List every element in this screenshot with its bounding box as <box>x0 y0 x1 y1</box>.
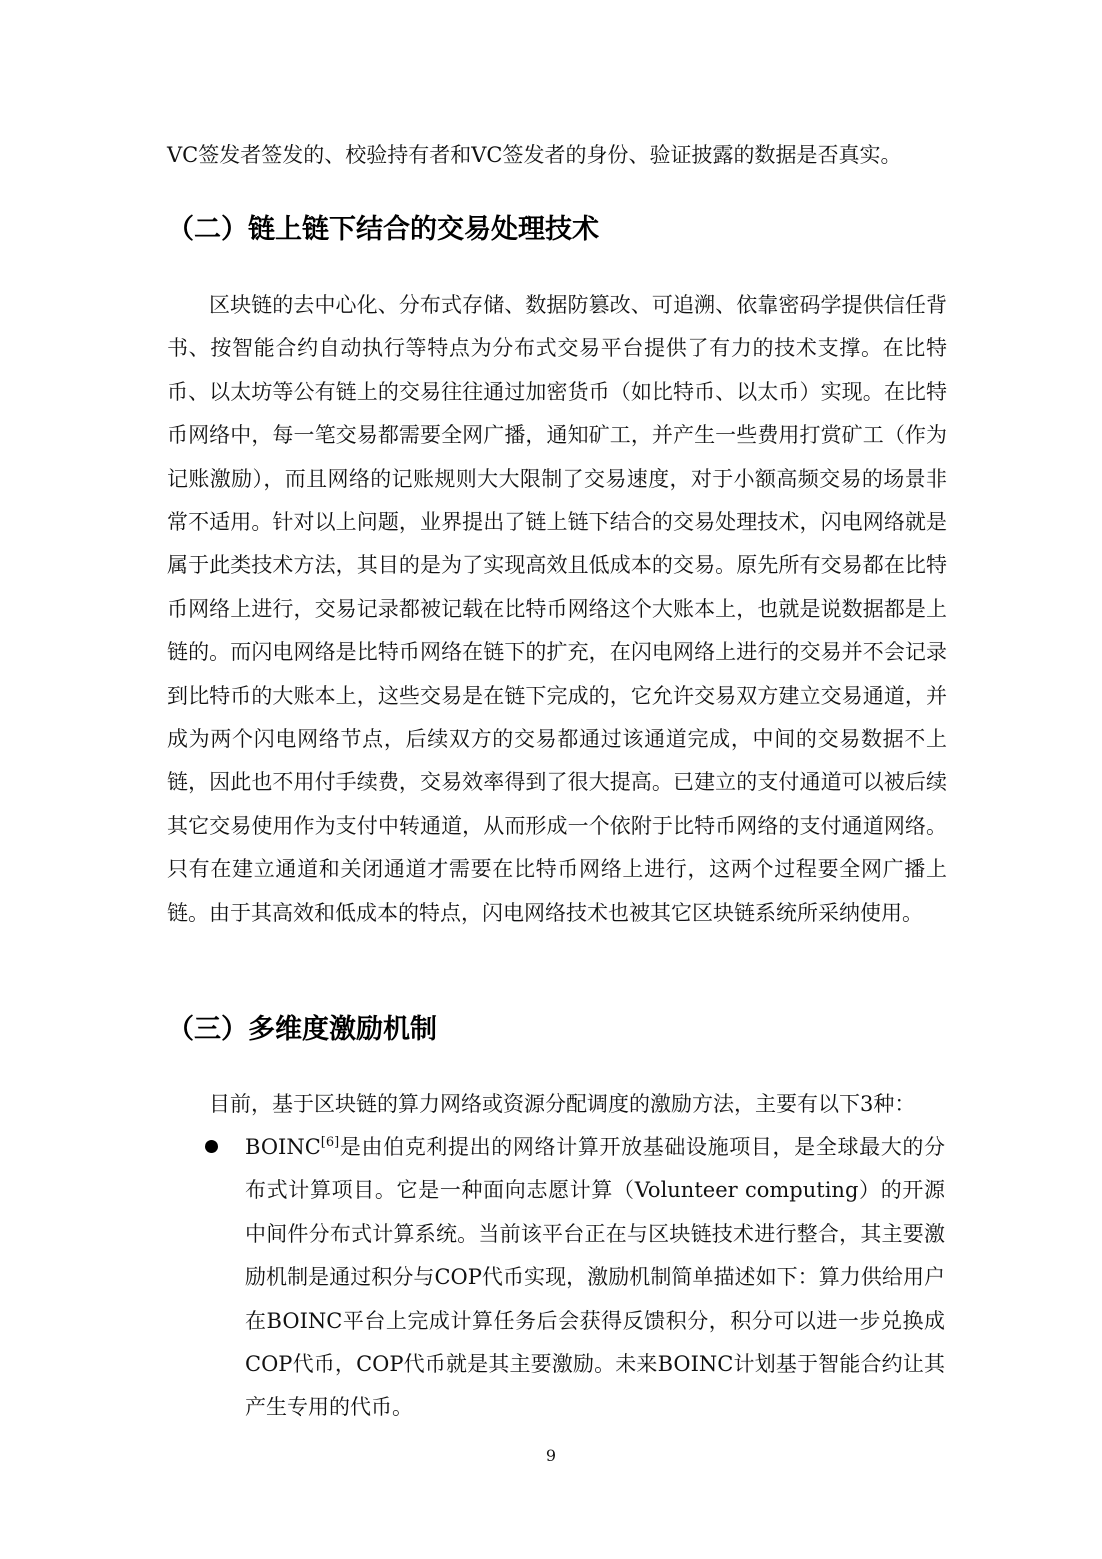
citation-ref: [6] <box>320 1135 340 1150</box>
bullet-lead: BOINC <box>245 1135 321 1159</box>
bullet-body: 是由伯克利提出的网络计算开放基础设施项目，是全球最大的分布式计算项目。它是一种面向志愿计算（Volunteer computing）的开源中间件分布式计算系统。当前该平台正在与区块链技术进行整合，其主要激励机制是通过积分与COP代币实现，激励机制简单描述如下：算力供给用户在BOINC平台上完成计算任务后会获得反馈积分，积分可以进一步兑换成COP代币，COP代币就是其主要激励。未来BOINC计划基于智能合约让其产生专用的代币。 <box>245 1135 945 1420</box>
page-number: 9 <box>545 1446 557 1465</box>
lead-paragraph: VC签发者签发的、校验持有者和VC签发者的身份、验证披露的数据是否真实。 <box>167 143 902 167</box>
section-3-intro: 目前，基于区块链的算力网络或资源分配调度的激励方法，主要有以下3种： <box>209 1092 916 1116</box>
section-heading-3: （三）多维度激励机制 <box>167 1014 437 1045</box>
bullet-dot-icon <box>205 1140 218 1153</box>
section-heading-2: （二）链上链下结合的交易处理技术 <box>167 214 599 245</box>
section-2-paragraph: 区块链的去中心化、分布式存储、数据防篡改、可追溯、依靠密码学提供信任背书、按智能合约自动执行等特点为分布式交易平台提供了有力的技术支撑。在比特币、以太坊等公有链上的交易往往通过加密货币（如比特币、以太币）实现。在比特币网络中，每一笔交易都需要全网广播，通知矿工，并产生一些费用打赏矿工（作为记账激励），而且网络的记账规则大大限制了交易速度，对于小额高频交易的场景非常不适用。针对以上问题，业界提出了链上链下结合的交易处理技术，闪电网络就是属于此类技术方法，其目的是为了实现高效且低成本的交易。原先所有交易都在比特币网络上进行，交易记录都被记载在比特币网络这个大账本上，也就是说数据都是上链的。而闪电网络是比特币网络在链下的扩充，在闪电网络上进行的交易并不会记录到比特币的大账本上，这些交易是在链下完成的，它允许交易双方建立交易通道，并成为两个闪电网络节点，后续双方的交易都通过该通道完成，中间的交易数据不上链，因此也不用付手续费，交易效率得到了很大提高。已建立的支付通道可以被后续其它交易使用作为支付中转通道，从而形成一个依附于比特币网络的支付通道网络。只有在建立通道和关闭通道才需要在比特币网络上进行，这两个过程要全网广播上链。由于其高效和低成本的特点，闪电网络技术也被其它区块链系统所采纳使用。 <box>167 293 947 925</box>
bullet-text <box>245 1126 945 1430</box>
